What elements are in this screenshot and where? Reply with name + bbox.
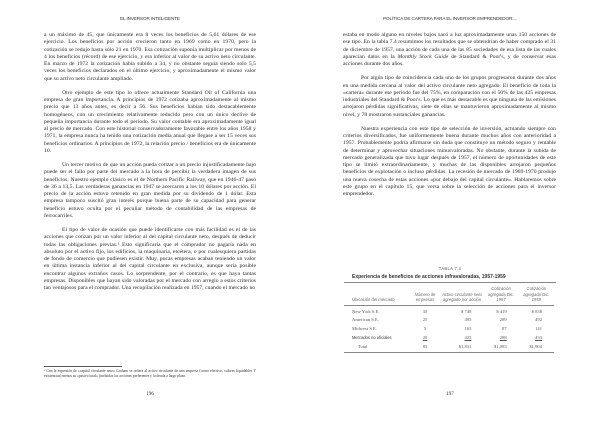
footnote: ¹ Con la expresión de «capital circulante neto» Graham se refiere al activo circulante de una empresa (como efectivo, valores liquidables Y existencias) menos su «pasivo total» (incluidas las acciones preferentes y la deuda a largo plazo. [44, 369, 256, 378]
page-number: 197 [446, 392, 454, 397]
cell-price-1957: 289 [499, 317, 507, 323]
column-header: Cotización agregada Dic. 1959 [523, 286, 550, 303]
cell-price-1957: $1,083 [494, 344, 507, 350]
table-row [344, 333, 554, 342]
column-header: Número de empresas [414, 291, 436, 303]
paragraph: Un tercer motivo de que un acción pueda cotizar a un precio injustificadamente bajo puede ser el fallo por parte del mercado a la hora de percibir la verdadera imagen de sus beneficios. Nuestro ejemplo clásico es el de Northern Pacific Railway, que en 1946-47 pasó de 36 a 13,5. Las verdaderas ganancias en 1947 se acercaron a los 10 dólares por acción. El precio de la acción estuvo retenido en gran medida por su dividendo de 1 dólar. Esta empresa tampoco suscitó gran interés porque buena parte de su capacidad para generar beneficio estuvo oculta por el peculiar método de contabilidad de las empresas de ferrocarriles. [44, 162, 256, 219]
table-row [344, 325, 554, 334]
cell-market: Total [358, 344, 368, 350]
table-header-row [344, 283, 554, 305]
table-total-row [344, 342, 554, 351]
cell-net-current-assets: 163 [464, 326, 472, 332]
cell-companies: 85 [422, 344, 428, 350]
column-header: Cotización agregada Dic. 1957 [487, 286, 515, 303]
cell-companies: 5 [423, 326, 427, 332]
cell-companies: 20 [422, 335, 428, 341]
paragraph: Por algún tipo de coincidencia cada uno de los grupos progresaron durante dos años en una medida cercana al valor del activo circulante neto agregado. El beneficio de toda la «cartera» durante ese período fue del 75%, en comparación con el 50% de las 425 empresas industriales del Standard & Poor's. Lo que es más destacable es que ninguna de las emisiones arrojaron pérdidas significativas, siete de ellas se mantuvieron aproximadamente al mismo nivel, y 78 mostraron sustanciales ganancias. [343, 75, 556, 118]
cell-market: American S.E. [352, 317, 379, 323]
cell-price-1957: $ 419 [496, 308, 507, 314]
cell-companies: 35 [422, 308, 428, 314]
right-page [300, 0, 600, 424]
cell-price-1959: 492 [535, 317, 542, 323]
body-text [343, 32, 556, 198]
table-row [344, 316, 554, 325]
cell-net-current-assets: $1,831 [458, 344, 472, 350]
paragraph-text: estaba en modo alguno en niveles bajos sacó a luz aproximadamente unas 150 acciones de ese tipo. En la tabla 7.4 resumimos los resultados que se obtendrían de haber comprado el 31 de diciembre de 1957, una acción de cada una de las 85 sociedades de esa lista de las cuales aparecían datos en la [343, 32, 556, 60]
footnote-divider [44, 366, 122, 367]
cell-price-1959: $ 838 [531, 308, 542, 314]
body-text [44, 32, 256, 292]
cell-market: New York S.E. [352, 308, 380, 314]
table-7-4 [344, 266, 556, 353]
table-row [344, 307, 554, 316]
cell-price-1959: 433 [535, 335, 542, 341]
paragraph: Otro ejemplo de este tipo lo ofrece actualmente Standard Oil of California una empresa de gran importancia. A principios de 1972 cotizaba aproximadamente al mismo precio que 13 años antes, es decir a 56. Sus beneficios habían sido destacablemente homogéneos, con un crecimiento relativamente reducido pero con un único declive de pequeña importancia durante todo el período. Su valor contable era aproximadamente igual al precio de mercado. Con este historial conservadoramente favorable entre los años 1958 y 1971, la empresa nunca ha tenido una cotización media anual que llegase a ser 15 veces sus beneficios ordinarios. A principios de 1972, la relación precio / beneficios era de únicamente 10. [44, 89, 256, 154]
running-head: POLÍTICA DE CARTERA PARA EL INVERSOR EMPRENDEDOR:... [383, 16, 517, 21]
paragraph: a un máximo de 45, que únicamente era 8 veces los beneficios de 5,61 dólares de ese ejercicio. Los beneficios por acción crecieron tanto en 1969 como en 1970, pero la cotización se redujo hasta sólo 21 en 1970. Esa cotización suponía multiplicar por menos de 4 los beneficios (récord) de ese ejercicio, y era inferior al valor de su activo neto circulante. En marzo de 1972 la cotización había subido a 34, y no obstante seguía siendo solo 5,5 veces los beneficios declarados en el último ejercicio, y aproximadamente el mismo valor que su activo neto circulante ampliado. [44, 32, 256, 82]
cell-net-current-assets: 425 [464, 335, 472, 341]
cell-price-1957: 288 [499, 335, 507, 341]
cell-net-current-assets: $ 748 [461, 308, 472, 314]
column-header: Ubicación del mercado [352, 297, 395, 303]
paragraph [343, 32, 556, 68]
page-number: 196 [146, 392, 154, 397]
column-header: Activo circulante neto agregado por acción [442, 291, 482, 303]
table-bottom-rule [344, 351, 554, 353]
publication-title: Monthly Stock Guide [397, 53, 449, 60]
running-head: EL INVERSOR INTELIGENTE [120, 16, 180, 21]
cell-market: Mercados no oficiales [352, 335, 392, 341]
cell-net-current-assets: 495 [464, 317, 472, 323]
data-table [344, 283, 554, 353]
cell-price-1959: $1,904 [529, 344, 542, 350]
paragraph: Nuestra experiencia con este tipo de selección de inversión, actuando siempre con criterios diversificados, fue uniformemente buena durante muchos años con anterioridad a 1957. Probablemente podría afirmarse sin duda que constituye un método seguro y rentable de determinar y aprovechar situaciones minusvaloradas. No obstante, durante la subida de mercado generalizada que tuvo lugar después de 1957, el número de oportunidades de este tipo se limitó extraordinariamente, y muchas de las disponibles arrojaron pequeños beneficios de explotación o incluso pérdidas. La recesión de mercado de 1969-1970 produjo una nueva cosecha de estas acciones «por debajo del capital circulante». Hablaremos sobre este grupo en el capítulo 15, que versa sobre la selección de acciones para el inversor emprendedor. [343, 125, 556, 197]
cell-market: Midwest S.E. [352, 326, 377, 332]
table-title: Experiencia de beneficios de acciones infravaloradas, 1957-1959 [352, 274, 506, 280]
table-label: TABLA 7.4 [438, 266, 462, 271]
paragraph: El tipo de valor de ocasión que puede identificarse con más facilidad es el de las acciones que cotizan por un valor inferior al del capital circulante neto, después de deducir todas las obligaciones previas.¹ Esto significaría que el comprador no pagaría nada en absoluto por el activo fijo, los edificios, la maquinaria, etcétera, o por cualesquiera partidas de fondo de comercio que pudiesen existir. Muy, pocas empresas acaban teniendo un valor en última instancia inferior al del capital circulante en exclusiva, aunque sería posible encontrar algunos extraños casos. Lo sorprendente, por el contrario, es que haya tantas empresas. Disponibles que hayan sido valoradas por el mercado con arreglo a estos criterios tan ventajosos para el comprador. Una recopilación realizada en 1957, cuando el mercado no [44, 227, 256, 291]
cell-price-1959: 141 [535, 326, 542, 332]
paragraph-text: de Standard & Poor's, y de conservar esas acciones durante dos años. [343, 53, 557, 67]
cell-price-1957: 87 [502, 326, 507, 332]
cell-companies: 25 [422, 317, 428, 323]
